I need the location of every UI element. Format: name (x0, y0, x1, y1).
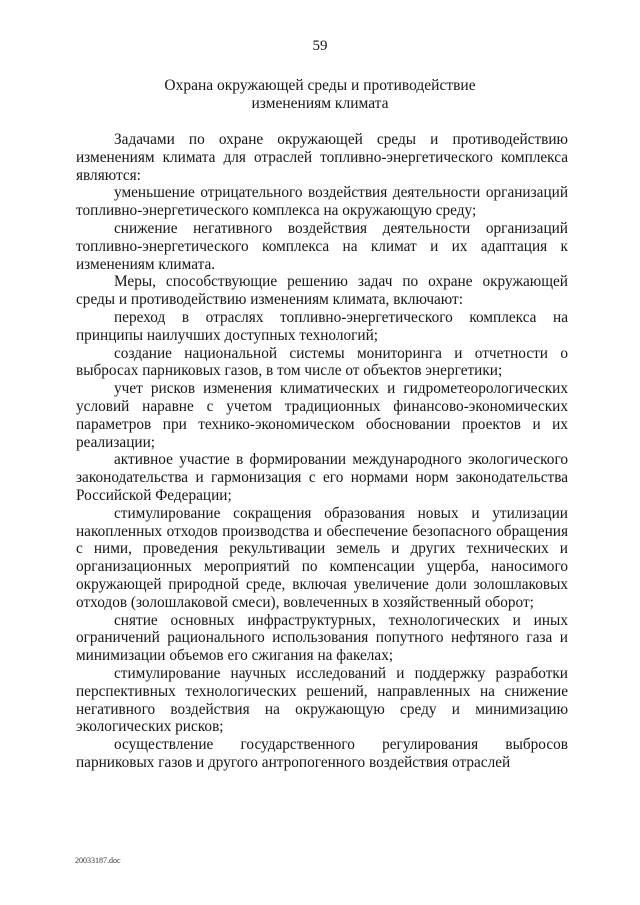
paragraph-measure-2: создание национальной системы мониторинга и отчетности о выбросах парниковых газов, в том числе от объектов энергетики; (76, 344, 568, 380)
section-heading (100, 77, 540, 113)
paragraph-measure-4: активное участие в формировании международного экологического законодательства и гармонизация с его нормами норм законодательства Российской Федерации; (76, 451, 568, 504)
paragraph-tasks-intro: Задачами по охране окружающей среды и противодействию изменениям климата для отраслей топливно-энергетического комплекса являются: (76, 131, 568, 184)
section-heading-line-2: изменениям климата (251, 95, 389, 112)
paragraph-measure-8: осуществление государственного регулирования выбросов парниковых газов и другого антропогенного воздействия отраслей (76, 736, 568, 771)
paragraph-measure-5: стимулирование сокращения образования новых и утилизации накопленных отходов производства и обеспечение безопасного обращения с ними, проведения рекультивации земель и других технических и организационных мероприятий по компенсации ущерба, наносимого окружающей природной среде, включая увеличение доли золошлаковых отходов (золошлаковой смеси), вовлеченных в хозяйственный оборот; (76, 504, 568, 611)
paragraph-measure-6: снятие основных инфраструктурных, технологических и иных ограничений рационального использования попутного нефтяного газа и минимизации объемов его сжигания на факелах; (76, 611, 568, 665)
paragraph-task-2: снижение негативного воздействия деятельности организаций топливно-энергетического комплекса на климат и их адаптация к изменениям климата. (76, 219, 568, 273)
section-heading-line-1: Охрана окружающей среды и противодействие (164, 77, 476, 94)
paragraph-task-1: уменьшение отрицательного воздействия деятельности организаций топливно-энергетического комплекса на окружающую среду; (76, 184, 568, 220)
file-name-footer: 20033187.doc (75, 856, 121, 865)
paragraph-measures-intro: Меры, способствующие решению задач по охране окружающей среды и противодействию изменениям климата, включают: (76, 273, 568, 309)
paragraph-measure-1: переход в отраслях топливно-энергетического комплекса на принципы наилучших доступных технологий; (76, 308, 568, 344)
paragraph-measure-7: стимулирование научных исследований и поддержку разработки перспективных технологических решений, направленных на снижение негативного воздействия на окружающую среду и минимизацию экологических рисков; (76, 664, 568, 736)
page-number: 59 (312, 38, 328, 54)
document-body (76, 131, 568, 772)
paragraph-measure-3: учет рисков изменения климатических и гидрометеорологических условий наравне с учетом традиционных финансово-экономических параметров при технико-экономическом обосновании проектов и их реализации; (76, 380, 568, 451)
